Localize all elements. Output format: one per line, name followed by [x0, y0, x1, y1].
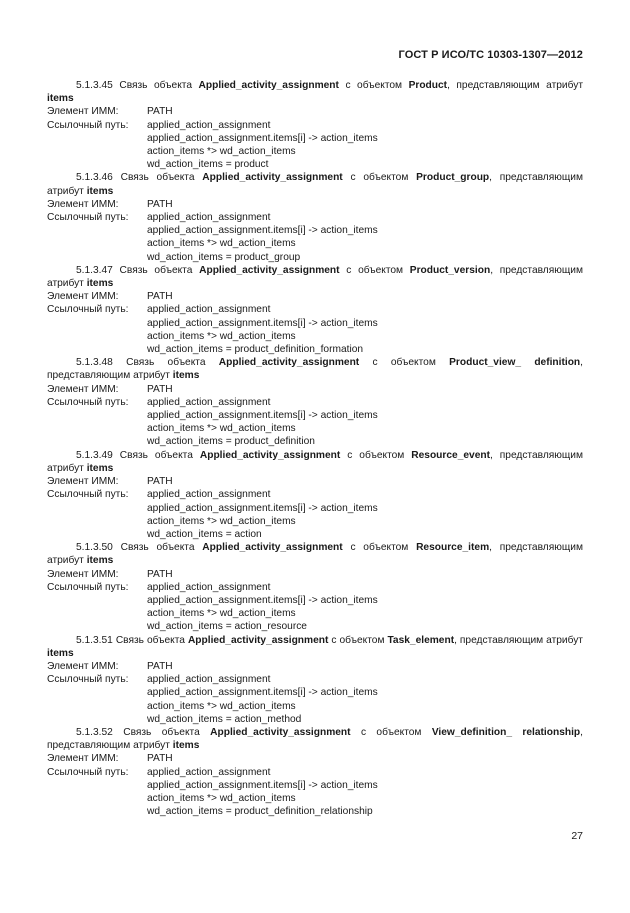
entity-name: Applied_activity_assignment: [199, 449, 341, 461]
reference-path-label: [47, 594, 147, 607]
reference-path-row: [47, 686, 583, 699]
section-heading: [47, 726, 583, 752]
reference-path-line: wd_action_items = product_definition_relationship: [147, 806, 373, 818]
element-label: Элемент ИММ:: [47, 291, 119, 303]
section-number: 5.1.3.50: [76, 542, 113, 554]
section-heading: [47, 634, 583, 660]
target-entity: Task_element: [387, 634, 455, 646]
reference-path-line: wd_action_items = product_definition_formation: [147, 344, 364, 356]
reference-path-line: action_items *> wd_action_items: [147, 792, 296, 804]
reference-path-row: [47, 766, 583, 779]
reference-path-row: [47, 330, 583, 343]
reference-path-row: [47, 713, 583, 726]
reference-path-line: applied_action_assignment.items[i] -> action_items: [147, 779, 378, 791]
entity-name: Applied_activity_assignment: [218, 357, 360, 369]
entity-name: Applied_activity_assignment: [187, 634, 329, 646]
reference-path-label: Ссылочный путь:: [47, 212, 129, 224]
element-label: Элемент ИММ:: [47, 383, 119, 395]
mapping-section: [47, 79, 583, 171]
heading-prefix: Связь объекта: [123, 726, 200, 738]
element-row: [47, 383, 583, 396]
reference-path-label: [47, 435, 147, 448]
reference-path-line: action_items *> wd_action_items: [147, 146, 296, 158]
reference-path-label: [47, 515, 147, 528]
target-entity: Product_view_ definition: [449, 357, 581, 369]
reference-path-row: [47, 620, 583, 633]
page-number: 27: [571, 830, 583, 842]
section-heading: [47, 356, 583, 382]
heading-post: , представляющим атрибут: [47, 726, 583, 752]
reference-path-row: [47, 237, 583, 250]
reference-path-line: applied_action_assignment.items[i] -> action_items: [147, 594, 378, 606]
reference-path-line: wd_action_items = action_method: [147, 713, 302, 725]
reference-path-label: Ссылочный путь:: [47, 119, 129, 131]
element-value: PATH: [147, 568, 173, 580]
reference-path-line: action_items *> wd_action_items: [147, 330, 296, 342]
heading-mid: с объектом: [360, 726, 422, 738]
heading-post: , представляющим атрибут: [47, 449, 584, 474]
element-row: [47, 198, 583, 211]
heading-prefix: Связь объекта: [120, 172, 195, 184]
reference-path-label: [47, 502, 147, 515]
reference-path-label: Ссылочный путь:: [47, 766, 129, 778]
reference-path-line: action_items *> wd_action_items: [147, 608, 296, 620]
reference-path-label: [47, 317, 147, 330]
reference-path-line: applied_action_assignment.items[i] -> action_items: [147, 502, 378, 514]
reference-path-label: Ссылочный путь:: [47, 581, 129, 593]
heading-post: , представляющим атрибут: [47, 542, 583, 567]
reference-path-line: applied_action_assignment: [147, 674, 271, 686]
element-value: PATH: [147, 753, 173, 765]
reference-path-label: [47, 145, 147, 158]
mapping-section: [47, 449, 583, 541]
reference-path-row: [47, 779, 583, 792]
reference-path-label: Ссылочный путь:: [47, 396, 129, 408]
section-number: 5.1.3.52: [76, 726, 113, 738]
attribute-name: items: [172, 740, 200, 752]
mapping-section: [47, 634, 583, 726]
mapping-section: [47, 264, 583, 356]
heading-prefix: Связь объекта: [126, 357, 206, 369]
entity-name: Applied_activity_assignment: [198, 80, 339, 91]
reference-path-row: [47, 805, 583, 818]
reference-path-line: applied_action_assignment.items[i] -> action_items: [147, 225, 378, 237]
entity-name: Applied_activity_assignment: [210, 726, 351, 738]
reference-path-line: wd_action_items = action_resource: [147, 621, 307, 633]
element-label: Элемент ИММ:: [47, 753, 119, 765]
reference-path-row: [47, 211, 583, 224]
reference-path-row: [47, 581, 583, 594]
reference-path-line: wd_action_items = product: [147, 159, 269, 171]
target-entity: View_definition_ relationship: [431, 726, 581, 738]
entity-name: Applied_activity_assignment: [202, 542, 343, 554]
reference-path-label: [47, 132, 147, 145]
target-entity: Resource_event: [411, 449, 490, 461]
reference-path-label: [47, 620, 147, 633]
element-row: [47, 290, 583, 303]
element-row: [47, 568, 583, 581]
reference-path-label: Ссылочный путь:: [47, 489, 129, 501]
reference-path-label: [47, 409, 147, 422]
heading-post: , представляющим атрибут: [47, 357, 583, 382]
reference-path-label: [47, 779, 147, 792]
reference-path-row: [47, 343, 583, 356]
heading-prefix: Связь объекта: [115, 634, 185, 646]
section-number: 5.1.3.48: [76, 357, 113, 369]
heading-post: , представляющим атрибут: [47, 172, 583, 197]
heading-mid: с объектом: [372, 357, 436, 369]
element-value: PATH: [147, 476, 173, 488]
heading-prefix: Связь объекта: [119, 80, 192, 91]
element-label: Элемент ИММ:: [47, 568, 119, 580]
mapping-section: [47, 356, 583, 448]
target-entity: Product_group: [416, 172, 490, 184]
reference-path-line: action_items *> wd_action_items: [147, 515, 296, 527]
reference-path-row: [47, 119, 583, 132]
section-number: 5.1.3.49: [76, 449, 113, 461]
element-value: PATH: [147, 383, 173, 395]
heading-mid: с объектом: [347, 449, 405, 461]
section-heading: [47, 449, 583, 475]
element-row: [47, 475, 583, 488]
mapping-section: [47, 726, 583, 818]
reference-path-row: [47, 515, 583, 528]
reference-path-label: [47, 422, 147, 435]
reference-path-row: [47, 132, 583, 145]
mapping-section: [47, 171, 583, 263]
document-header: ГОСТ Р ИСО/ТС 10303-1307—2012: [398, 49, 583, 61]
reference-path-line: applied_action_assignment: [147, 581, 271, 593]
attribute-name: items: [47, 647, 74, 659]
attribute-name: items: [172, 370, 200, 382]
section-number: 5.1.3.45: [76, 80, 113, 91]
document-body: [47, 79, 583, 818]
reference-path-row: [47, 700, 583, 713]
reference-path-row: [47, 317, 583, 330]
element-label: Элемент ИММ:: [47, 198, 119, 210]
reference-path-label: [47, 792, 147, 805]
reference-path-label: [47, 343, 147, 356]
reference-path-row: [47, 224, 583, 237]
reference-path-line: wd_action_items = product_definition: [147, 436, 315, 448]
heading-post: , представляющим атрибут: [47, 264, 583, 290]
heading-post: , представляющим атрибут: [454, 634, 583, 646]
reference-path-line: applied_action_assignment.items[i] -> action_items: [147, 132, 378, 144]
attribute-name: items: [47, 93, 74, 105]
heading-mid: с объектом: [331, 634, 385, 646]
reference-path-label: Ссылочный путь:: [47, 674, 129, 686]
element-value: PATH: [147, 106, 173, 118]
section-number: 5.1.3.51: [76, 634, 113, 646]
target-entity: Resource_item: [416, 542, 490, 554]
mapping-section: [47, 541, 583, 633]
element-row: [47, 660, 583, 673]
reference-path-row: [47, 528, 583, 541]
reference-path-label: [47, 700, 147, 713]
heading-prefix: Связь объекта: [119, 449, 193, 461]
reference-path-row: [47, 502, 583, 515]
reference-path-line: wd_action_items = action: [147, 528, 262, 540]
heading-prefix: Связь объекта: [120, 542, 195, 554]
reference-path-row: [47, 607, 583, 620]
heading-mid: с объектом: [345, 80, 403, 91]
reference-path-line: action_items *> wd_action_items: [147, 700, 296, 712]
reference-path-line: wd_action_items = product_group: [147, 251, 301, 263]
reference-path-label: [47, 251, 147, 264]
heading-post: , представляющим атрибут: [447, 80, 583, 91]
reference-path-line: applied_action_assignment.items[i] -> action_items: [147, 410, 378, 422]
reference-path-label: [47, 237, 147, 250]
reference-path-line: applied_action_assignment: [147, 304, 271, 316]
element-row: [47, 752, 583, 765]
reference-path-row: [47, 422, 583, 435]
section-number: 5.1.3.47: [76, 264, 113, 276]
attribute-name: items: [86, 462, 114, 474]
reference-path-row: [47, 488, 583, 501]
section-heading: [47, 541, 583, 567]
target-entity: Product: [408, 80, 448, 91]
reference-path-line: applied_action_assignment: [147, 766, 271, 778]
reference-path-line: action_items *> wd_action_items: [147, 238, 296, 250]
reference-path-line: applied_action_assignment: [147, 396, 271, 408]
reference-path-row: [47, 145, 583, 158]
reference-path-label: [47, 713, 147, 726]
reference-path-row: [47, 251, 583, 264]
reference-path-row: [47, 792, 583, 805]
element-value: PATH: [147, 660, 173, 672]
target-entity: Product_version: [409, 264, 491, 276]
reference-path-label: [47, 686, 147, 699]
reference-path-label: [47, 805, 147, 818]
section-heading: [47, 264, 583, 290]
reference-path-line: applied_action_assignment.items[i] -> action_items: [147, 687, 378, 699]
reference-path-row: [47, 303, 583, 316]
heading-mid: с объектом: [350, 172, 409, 184]
heading-prefix: Связь объекта: [119, 264, 193, 276]
reference-path-line: applied_action_assignment: [147, 119, 271, 131]
attribute-name: items: [86, 278, 114, 290]
element-label: Элемент ИММ:: [47, 106, 119, 118]
attribute-name: items: [86, 555, 114, 567]
reference-path-row: [47, 435, 583, 448]
element-label: Элемент ИММ:: [47, 660, 119, 672]
section-heading: [47, 171, 583, 197]
heading-mid: с объектом: [346, 264, 404, 276]
reference-path-line: applied_action_assignment: [147, 212, 271, 224]
reference-path-label: Ссылочный путь:: [47, 304, 129, 316]
reference-path-row: [47, 409, 583, 422]
reference-path-label: [47, 224, 147, 237]
reference-path-row: [47, 673, 583, 686]
element-row: [47, 105, 583, 118]
element-value: PATH: [147, 198, 173, 210]
entity-name: Applied_activity_assignment: [199, 264, 340, 276]
reference-path-line: applied_action_assignment.items[i] -> action_items: [147, 317, 378, 329]
reference-path-row: [47, 158, 583, 171]
reference-path-row: [47, 594, 583, 607]
section-number: 5.1.3.46: [76, 172, 113, 184]
reference-path-line: action_items *> wd_action_items: [147, 423, 296, 435]
reference-path-label: [47, 607, 147, 620]
element-value: PATH: [147, 291, 173, 303]
reference-path-label: [47, 528, 147, 541]
reference-path-row: [47, 396, 583, 409]
reference-path-line: applied_action_assignment: [147, 489, 271, 501]
entity-name: Applied_activity_assignment: [202, 172, 343, 184]
element-label: Элемент ИММ:: [47, 476, 119, 488]
heading-mid: с объектом: [350, 542, 409, 554]
attribute-name: items: [86, 185, 114, 197]
section-heading: [47, 79, 583, 105]
reference-path-label: [47, 330, 147, 343]
reference-path-label: [47, 158, 147, 171]
